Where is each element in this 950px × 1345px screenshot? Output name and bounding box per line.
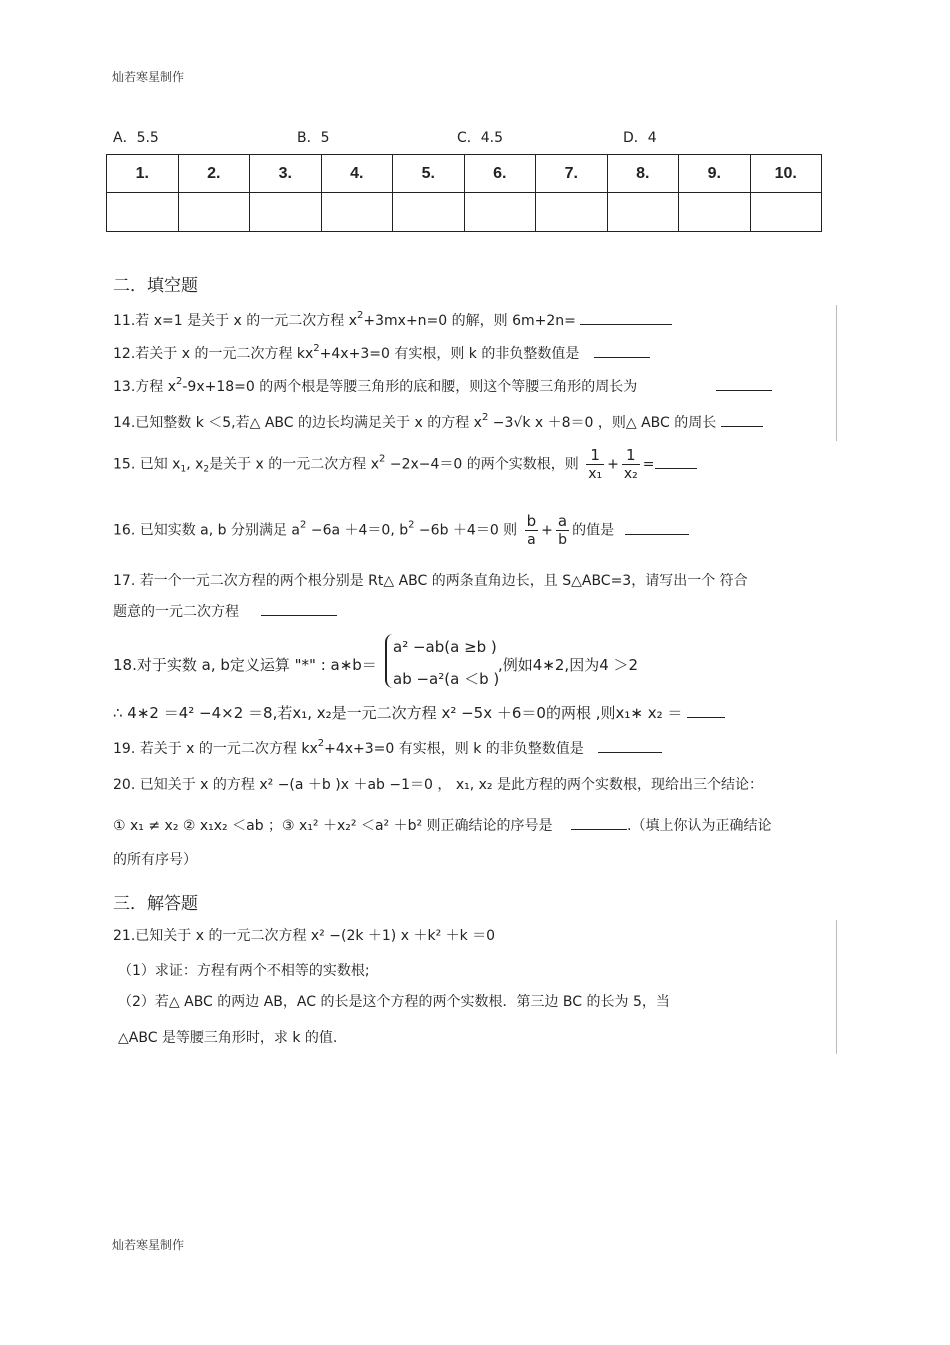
option-d: D．4: [623, 130, 657, 146]
exponent: 2: [357, 310, 364, 321]
fraction: $\frac{1}{\text{x₁}}$: [588, 446, 603, 482]
question-21-part1: （1）求证：方程有两个不相等的实数根;: [118, 963, 370, 979]
answer-blank[interactable]: [598, 738, 662, 753]
answer-table-header-row: [107, 155, 822, 193]
option-b: B．5: [297, 130, 330, 146]
question-text: 16. 已知实数 a, b 分别满足 a: [113, 522, 301, 539]
answer-table-header: 2.: [178, 155, 250, 193]
answer-blank[interactable]: [655, 454, 697, 469]
question-text: , x: [186, 456, 204, 473]
question-18-example: ,例如4∗2,因为4 ＞2: [498, 656, 639, 674]
exponent: 2: [408, 519, 415, 531]
question-text: ∴ 4∗2 ＝4² −4×2 ＝8,若x₁, x₂是一元二次方程 x² −5x ＋6＝0的两根 ,则x₁∗ x₂ ＝: [113, 704, 683, 722]
question-18-line2: [113, 702, 725, 723]
answer-blank[interactable]: [716, 376, 772, 391]
question-15: 15. 已知 $x_1$, $x_2$是关于 x 的一元二次方程 $x^2 -2x-4=0$ 的两个实数根，则 $\frac{1}{\text{x₁}}$ + $\frac{1}{\text{x₂}}$ =: [113, 446, 697, 483]
answer-table-header: 9.: [679, 155, 751, 193]
fraction: $\frac{1}{\text{x₂}}$: [623, 446, 638, 482]
question-text: −2x−4＝0 的两个实数根，则: [385, 456, 579, 473]
question-11: [113, 310, 672, 330]
question-text: 题意的一元二次方程: [113, 604, 239, 620]
question-text: −3√k x ＋8＝0 ，则△ ABC 的周长: [488, 415, 717, 431]
answer-blank[interactable]: [594, 343, 650, 358]
question-text: 14.已知整数 k ＜5,若△ ABC 的边长均满足关于 x 的方程 x: [113, 415, 482, 431]
exponent: 2: [481, 412, 489, 423]
question-18-definition: 18.对于实数 a, b定义运算 "*" : a∗b＝: [113, 656, 377, 674]
answer-cell[interactable]: [536, 193, 608, 232]
question-text: +4x+3=0 有实根，则 k 的非负整数值是: [324, 741, 584, 757]
answer-blank[interactable]: [571, 815, 627, 830]
answer-cell[interactable]: [679, 193, 751, 232]
question-18-case-2: ab −a²(a ＜b ): [393, 670, 500, 688]
question-text: 15. 已知 x: [113, 456, 181, 473]
question-text: 12.若关于 x 的一元二次方程 kx: [113, 346, 314, 362]
margin-line: [836, 305, 837, 441]
fraction: $\frac{b}{a}$: [526, 512, 537, 548]
answer-table-header: 3.: [250, 155, 322, 193]
answer-blank[interactable]: [625, 520, 689, 535]
question-20-line1: 20. 已知关于 x 的方程 x² −(a ＋b )x ＋ab −1＝0 ， x₁, x₂ 是此方程的两个实数根，现给出三个结论：: [113, 777, 763, 793]
exponent: 2: [317, 738, 325, 749]
fraction: $\frac{a}{b}$: [557, 512, 568, 548]
question-text: 19. 若关于 x 的一元二次方程 kx: [113, 741, 318, 757]
question-text: 是关于 x 的一元二次方程 x: [209, 456, 380, 473]
answer-cell[interactable]: [607, 193, 679, 232]
header-brand: 灿若寒星制作: [112, 70, 185, 84]
option-c: C．4.5: [457, 130, 504, 146]
answer-table-header: 8.: [607, 155, 679, 193]
question-text: -9x+18=0 的两个根是等腰三角形的底和腰，则这个等腰三角形的周长为: [182, 379, 638, 395]
question-16: 16. 已知实数 a, b 分别满足 $a^2 -6a +4=0$, $b^2 -6b +4=0$ 则 $\frac{b}{a}$ + $\frac{a}{b}$ 的值是: [113, 512, 689, 549]
subscript: 1: [180, 464, 187, 475]
question-20-line3: 的所有序号）: [113, 852, 197, 868]
question-text: 11.若 x=1 是关于 x 的一元二次方程 x: [113, 313, 358, 329]
answer-table-header: 4.: [321, 155, 393, 193]
question-text: −6a ＋4＝0, b: [306, 522, 409, 539]
question-text: 的值是: [572, 522, 615, 539]
answer-cell[interactable]: [464, 193, 536, 232]
answer-table-header: 1.: [107, 155, 179, 193]
option-a: A．5.5: [113, 130, 159, 146]
answer-blank[interactable]: [261, 601, 337, 616]
answer-blank[interactable]: [580, 310, 672, 325]
subscript: 2: [203, 464, 210, 475]
question-19: [113, 738, 662, 758]
exponent: 2: [379, 453, 386, 465]
answer-cell[interactable]: [178, 193, 250, 232]
answer-blank[interactable]: [687, 703, 725, 718]
answer-cell[interactable]: [321, 193, 393, 232]
answer-cell[interactable]: [393, 193, 465, 232]
question-20-line2: [113, 815, 771, 835]
exponent: 2: [300, 519, 307, 531]
answer-cell[interactable]: [107, 193, 179, 232]
question-21-part2: （2）若△ ABC 的两边 AB，AC 的长是这个方程的两个实数根．第三边 BC 的长为 5，当: [118, 994, 670, 1010]
answer-table-header: 7.: [536, 155, 608, 193]
answer-blank[interactable]: [721, 412, 763, 427]
question-text: ① x₁ ≠ x₂ ② x₁x₂ ＜ab ；③ x₁² ＋x₂² ＜a² ＋b² 则正确结论的序号是: [113, 818, 553, 834]
answer-cell[interactable]: [250, 193, 322, 232]
question-text: 13.方程 x: [113, 379, 176, 395]
question-21-part3: △ABC 是等腰三角形时，求 k 的值.: [118, 1030, 338, 1046]
section-title-fill-in: 二．填空题: [113, 276, 198, 296]
answer-cell[interactable]: [750, 193, 822, 232]
section-title-solve: 三．解答题: [113, 894, 198, 914]
answer-table: [106, 154, 822, 232]
answer-table-header: 6.: [464, 155, 536, 193]
question-14: [113, 412, 763, 432]
exponent: 2: [313, 343, 320, 354]
footer-brand: 灿若寒星制作: [112, 1238, 185, 1252]
question-17-line1: 17. 若一个一元二次方程的两个根分别是 Rt△ ABC 的两条直角边长，且 S△ABC=3，请写出一个 符合: [113, 573, 748, 589]
question-text: .（填上你认为正确结论: [627, 818, 772, 834]
answer-table-answer-row: [107, 193, 822, 232]
question-17-line2: [113, 601, 337, 621]
question-13: [113, 376, 637, 396]
question-text: =: [642, 456, 655, 473]
answer-table-header: 5.: [393, 155, 465, 193]
question-18-case-1: a² −ab(a ≥b ): [393, 638, 497, 656]
question-12: [113, 343, 650, 363]
answer-table-header: 10.: [750, 155, 822, 193]
margin-line: [836, 920, 837, 1054]
question-text: +4x+3=0 有实根，则 k 的非负整数值是: [319, 346, 580, 362]
question-text: +3mx+n=0 的解，则 6m+2n=: [363, 313, 576, 329]
question-21-stem: 21.已知关于 x 的一元二次方程 x² −(2k ＋1) x ＋k² ＋k ＝0: [113, 928, 496, 944]
question-text: −6b ＋4＝0 则: [414, 522, 518, 539]
exponent: 2: [176, 376, 183, 387]
